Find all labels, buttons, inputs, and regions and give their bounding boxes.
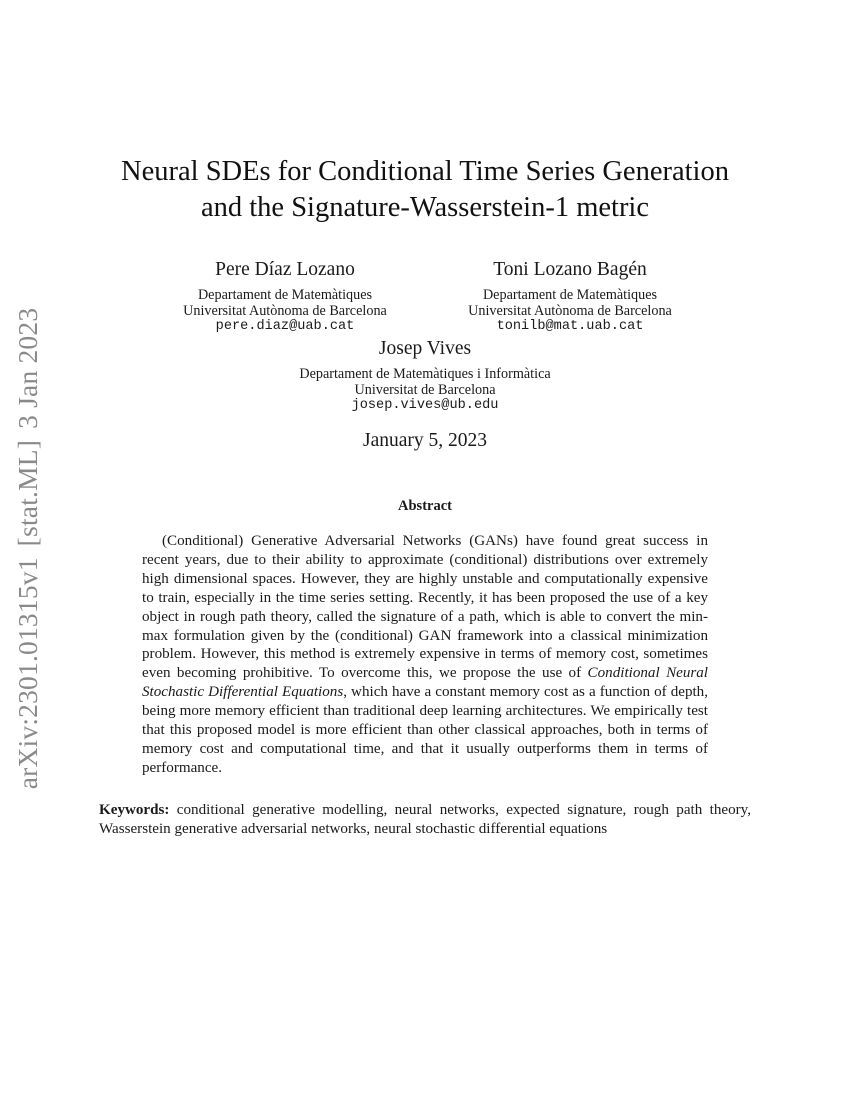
author-department: Departament de Matemàtiques [482,287,658,303]
author-institution: Universitat Autònoma de Barcelona [183,303,387,319]
arxiv-id: arXiv:2301.01315v1 [12,557,43,790]
abstract-heading: Abstract [398,498,452,514]
keywords-label: Keywords: [99,802,170,818]
author-institution: Universitat de Barcelona [354,382,496,398]
paper-title-line-1: Neural SDEs for Conditional Time Series Generation [121,156,729,187]
author-email[interactable]: pere.diaz@uab.cat [215,319,355,334]
abstract-italic-term: Conditional Neural Stochastic Differential Equations [142,665,709,701]
abstract-body [142,532,708,778]
publication-date: January 5, 2023 [362,430,488,451]
author-name: Josep Vives [378,338,472,359]
author-name: Toni Lozano Bagén [493,259,647,280]
author-block-2 [430,258,710,335]
author-department: Departament de Matemàtiques [197,287,373,303]
keywords-section [99,801,751,839]
author-department: Departament de Matemàtiques i Informàtica [299,366,551,382]
arxiv-category: [stat.ML] [12,439,43,547]
arxiv-date: 3 Jan 2023 [12,307,43,429]
author-institution: Universitat Autònoma de Barcelona [468,303,672,319]
arxiv-identifier-stamp [12,297,44,790]
paper-title [0,154,850,226]
keywords-list: conditional generative modelling, neural networks, expected signature, rough path theory, Wasserstein generative adversarial networks, neural stochastic differential equations [99,802,751,837]
abstract-text-part-2: , which have a constant memory cost as a function of depth, being more memory efficient than traditional deep learning architectures. We empirically test that this proposed model is more efficient than other classical approaches, both in terms of memory cost and computational time, and that it usually outperforms them in terms of performance. [142,684,709,776]
abstract-text-part-1: (Conditional) Generative Adversarial Networks (GANs) have found great success in recent years, due to their ability to approximate (conditional) distributions over extremely high dimensional spaces. However, they are highly unstable and computationally expensive to train, especially in the time series setting. Recently, it has been proposed the use of a key object in rough path theory, called the signature of a path, which is able to convert the min-max formulation given by the (conditional) GAN framework into a classical minimization problem. However, this method is extremely expensive in terms of memory cost, sometimes even becoming prohibitive. To overcome this, we propose the use of [142,533,708,682]
author-name: Pere Díaz Lozano [215,259,355,280]
author-email[interactable]: josep.vives@ub.edu [351,398,499,413]
author-email[interactable]: tonilb@mat.uab.cat [496,319,644,334]
paper-title-line-2: and the Signature-Wasserstein-1 metric [200,192,649,223]
author-block-3 [225,337,625,414]
author-block-1 [140,258,430,335]
